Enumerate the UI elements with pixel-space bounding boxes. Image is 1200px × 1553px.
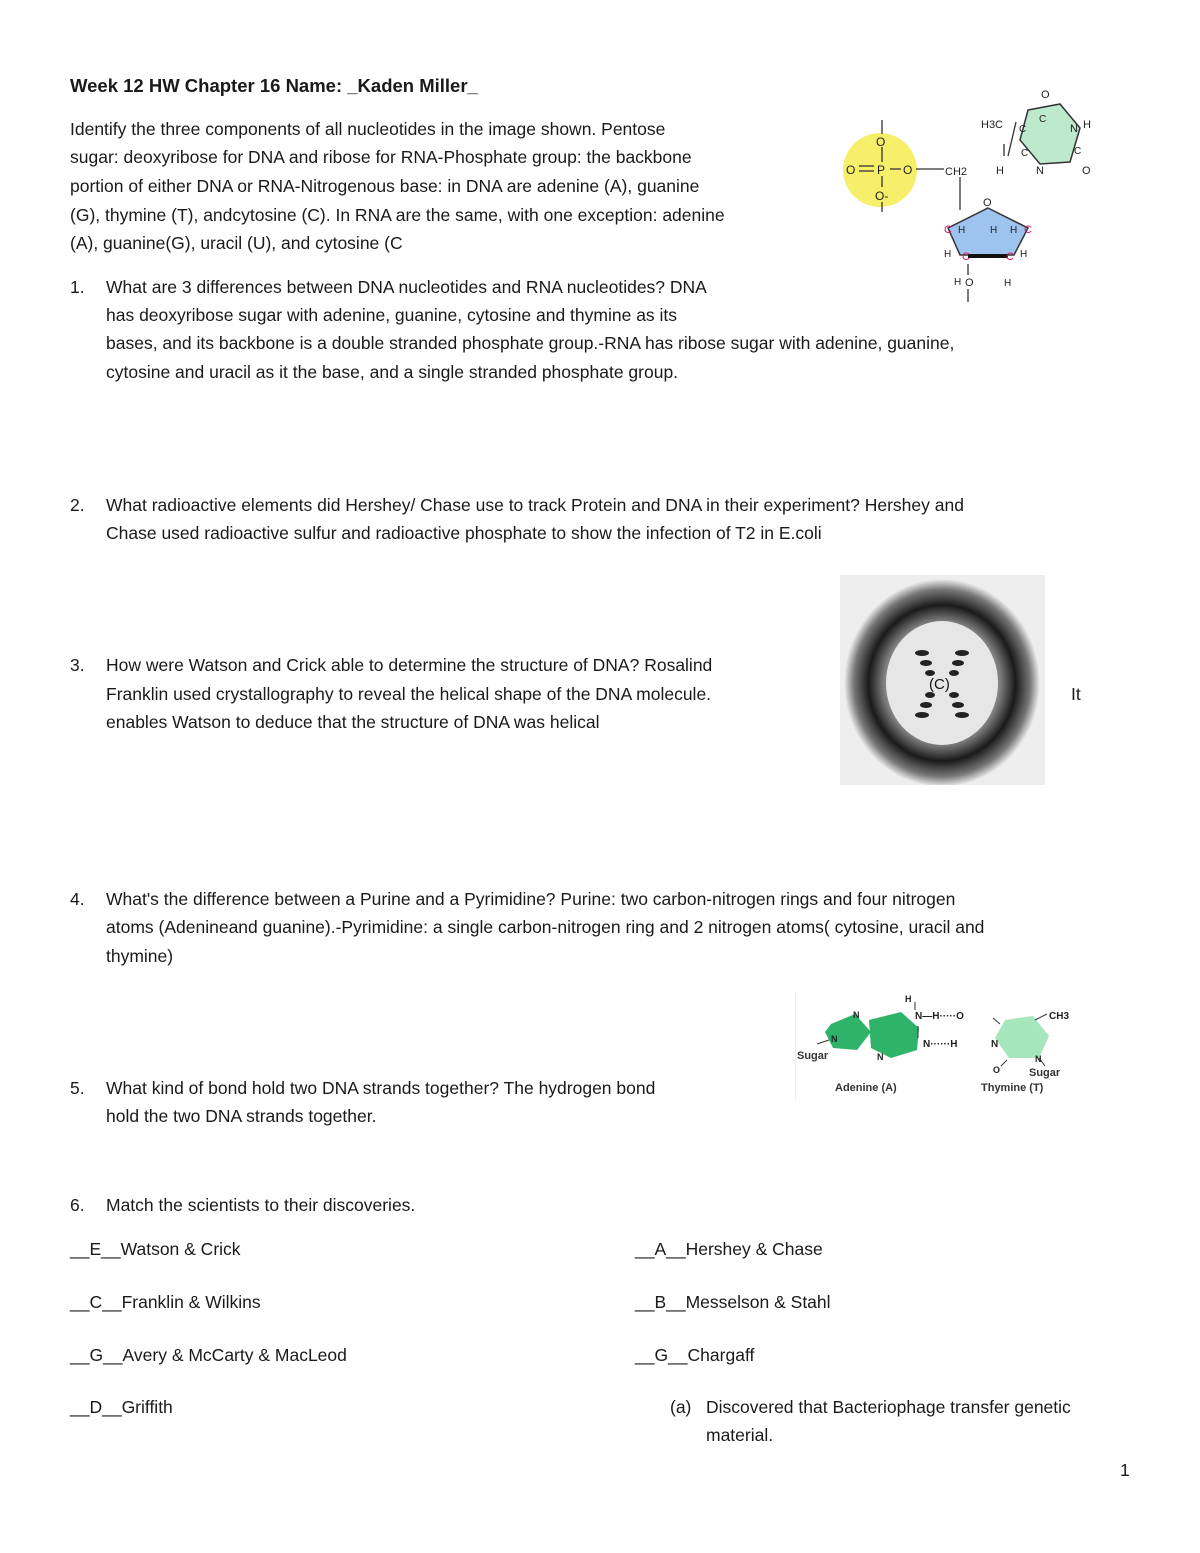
question-line: Match the scientists to their discoveries. — [106, 1195, 416, 1215]
label-h: H — [990, 225, 998, 236]
xray-center-label: (C) — [929, 676, 950, 693]
intro-line: (A), guanine(G), uracil (U), and cytosine (C — [70, 233, 403, 253]
label-c: C — [1039, 114, 1047, 125]
thymine-ring — [995, 1016, 1049, 1058]
question-line: hold the two DNA strands together. — [106, 1106, 377, 1126]
label-n-h: N······H — [923, 1039, 958, 1050]
label-h: H — [958, 225, 966, 236]
label-h: H — [905, 994, 912, 1004]
question-line: bases, and its backbone is a double stranded phosphate group.-RNA has ribose sugar with adenine, guanine, — [106, 333, 955, 353]
label-sugar: Sugar — [797, 1050, 829, 1062]
label-n: N — [853, 1010, 860, 1020]
match-item-left: __G__Avery & McCarty & MacLeod — [70, 1345, 347, 1365]
discovery-label: (a) — [670, 1397, 692, 1417]
label-n: N — [831, 1034, 838, 1044]
label-c4: C — [944, 224, 952, 236]
question-number: 4. — [70, 889, 85, 909]
question-line: has deoxyribose sugar with adenine, guanine, cytosine and thymine as its — [106, 305, 678, 325]
label-c2: C — [1006, 251, 1014, 263]
label-c: C — [1019, 124, 1027, 135]
intro-line: portion of either DNA or RNA-Nitrogenous base: in DNA are adenine (A), guanine — [70, 176, 700, 196]
label-p: P — [877, 163, 886, 177]
label-o: O — [903, 163, 913, 177]
label-h: H — [1004, 278, 1012, 289]
question-line: What are 3 differences between DNA nucleotides and RNA nucleotides? DNA — [106, 277, 707, 297]
question-number: 2. — [70, 495, 85, 515]
match-item-left: __E__Watson & Crick — [70, 1239, 241, 1259]
label-c: C — [1074, 146, 1082, 157]
label-o: O — [876, 135, 886, 149]
label-o: O — [846, 163, 856, 177]
nucleotide-diagram — [838, 80, 1108, 310]
label-ch2: CH2 — [945, 166, 968, 178]
question-number: 1. — [70, 277, 85, 297]
label-o: O — [1082, 165, 1091, 177]
label-o: O — [993, 1065, 1001, 1075]
match-item-right: __A__Hershey & Chase — [635, 1239, 823, 1259]
match-item-left: __D__Griffith — [70, 1397, 173, 1417]
label-h: H — [944, 249, 952, 260]
label-n: N — [1070, 123, 1078, 135]
match-item-right: __G__Chargaff — [635, 1345, 755, 1365]
match-item-left: __C__Franklin & Wilkins — [70, 1292, 261, 1312]
label-c: C — [1021, 148, 1029, 159]
base-pair-diagram — [795, 992, 1085, 1102]
label-sugar: Sugar — [1029, 1067, 1061, 1079]
label-o3: O — [965, 277, 974, 289]
question-line: Franklin used crystallography to reveal the helical shape of the DNA molecule. — [106, 684, 712, 704]
label-h: H — [996, 165, 1004, 177]
label-n-h-o: N—H·····O — [915, 1011, 964, 1022]
label-h: H — [1020, 249, 1028, 260]
label-c1: C — [1024, 224, 1032, 236]
label-ch3: CH3 — [1049, 1011, 1070, 1022]
label-c3: C — [962, 251, 970, 263]
question-trailing-word: It — [1071, 684, 1081, 704]
label-o: O — [1041, 89, 1050, 101]
label-ring-o: O — [983, 197, 992, 209]
label-n: N — [877, 1052, 884, 1062]
label-n: N — [1035, 1054, 1042, 1064]
match-item-right: __B__Messelson & Stahl — [635, 1292, 831, 1312]
page-number: 1 — [1120, 1460, 1130, 1480]
question-number: 6. — [70, 1195, 85, 1215]
question-number: 5. — [70, 1078, 85, 1098]
xray-diffraction-image — [840, 575, 1045, 785]
question-number: 3. — [70, 655, 85, 675]
caption-thymine: Thymine (T) — [981, 1082, 1044, 1094]
label-h: H — [954, 277, 962, 288]
label-h: H — [1083, 119, 1091, 131]
label-n: N — [991, 1039, 999, 1050]
label-n: N — [1036, 165, 1044, 177]
question-line: What radioactive elements did Hershey/ Chase use to track Protein and DNA in their experiment? Hershey and — [106, 495, 964, 515]
intro-line: Identify the three components of all nucleotides in the image shown. Pentose — [70, 119, 666, 139]
intro-line: sugar: deoxyribose for DNA and ribose for RNA-Phosphate group: the backbone — [70, 147, 692, 167]
label-o-minus: O- — [875, 189, 889, 203]
question-line: enables Watson to deduce that the structure of DNA was helical — [106, 712, 600, 732]
discovery-line: Discovered that Bacteriophage transfer genetic — [706, 1397, 1071, 1417]
label-h3c: H3C — [981, 119, 1004, 131]
label-h: H — [1010, 225, 1018, 236]
question-line: What's the difference between a Purine and a Pyrimidine? Purine: two carbon-nitrogen rings and four nitrogen — [106, 889, 956, 909]
intro-line: (G), thymine (T), andcytosine (C). In RNA are the same, with one exception: adenine — [70, 205, 725, 225]
question-line: What kind of bond hold two DNA strands together? The hydrogen bond — [106, 1078, 656, 1098]
question-line: Chase used radioactive sulfur and radioactive phosphate to show the infection of T2 in E.coli — [106, 523, 822, 543]
page-title: Week 12 HW Chapter 16 Name: _Kaden Miller_ — [70, 75, 478, 96]
caption-adenine: Adenine (A) — [835, 1082, 897, 1094]
question-line: thymine) — [106, 946, 174, 966]
discovery-line: material. — [706, 1425, 774, 1445]
question-line: atoms (Adenineand guanine).-Pyrimidine: a single carbon-nitrogen ring and 2 nitrogen atoms( cytosine, uracil and — [106, 917, 985, 937]
adenine-pentagon — [825, 1014, 871, 1050]
question-line: How were Watson and Crick able to determine the structure of DNA? Rosalind — [106, 655, 713, 675]
question-line: cytosine and uracil as it the base, and a single stranded phosphate group. — [106, 362, 679, 382]
